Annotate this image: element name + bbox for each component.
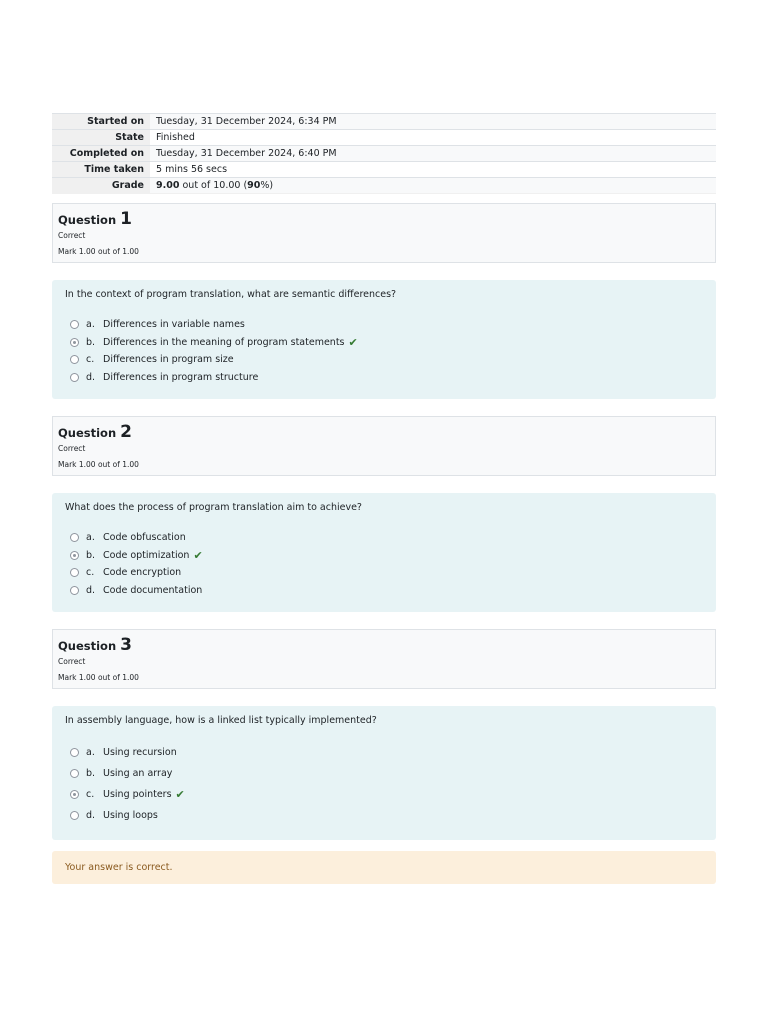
summary-label: Time taken: [52, 162, 150, 178]
check-icon: ✔: [348, 335, 358, 349]
answer-option[interactable]: [65, 316, 703, 334]
answer-letter: b.: [86, 549, 96, 561]
attempt-summary-table: [52, 113, 716, 194]
answer-letter: a.: [86, 747, 95, 758]
answer-text: Differences in variable names: [103, 319, 245, 331]
grade-percent: 90: [247, 180, 261, 191]
radio-button-selected[interactable]: [70, 790, 79, 799]
question-text: In the context of program translation, what are semantic differences?: [65, 289, 397, 300]
radio-button[interactable]: [70, 320, 79, 329]
radio-button[interactable]: [70, 355, 79, 364]
radio-button[interactable]: [70, 748, 79, 757]
answer-option[interactable]: [65, 369, 703, 387]
feedback-box: [52, 851, 716, 884]
answer-text: Code documentation: [103, 584, 203, 596]
radio-button-selected[interactable]: [70, 551, 79, 560]
question-content-2: [52, 493, 716, 612]
radio-button[interactable]: [70, 769, 79, 778]
answer-text: Code obfuscation: [103, 532, 186, 544]
answer-text: Using pointers: [103, 789, 172, 800]
answer-text: Differences in program structure: [103, 371, 259, 383]
feedback-text: Your answer is correct.: [65, 862, 173, 873]
summary-row-grade: [52, 178, 716, 194]
question-state: Correct: [58, 657, 86, 666]
summary-row-started: [52, 114, 716, 130]
answer-option[interactable]: [65, 351, 703, 369]
answer-text: Using loops: [103, 810, 158, 821]
question-text: In assembly language, how is a linked list typically implemented?: [65, 715, 377, 726]
answer-option[interactable]: [65, 547, 703, 565]
question-number: Question 3: [58, 635, 132, 655]
answer-text: Code optimization: [103, 549, 190, 561]
question-mark: Mark 1.00 out of 1.00: [58, 460, 139, 469]
answer-letter: c.: [86, 354, 95, 366]
answer-option[interactable]: [65, 742, 703, 763]
grade-score: 9.00: [156, 180, 180, 191]
question-number: Question 1: [58, 209, 132, 229]
answer-option[interactable]: [65, 334, 703, 352]
summary-value: 5 mins 56 secs: [150, 162, 716, 178]
answer-option[interactable]: [65, 564, 703, 582]
answer-letter: d.: [86, 371, 96, 383]
question-number: Question 2: [58, 422, 132, 442]
question-state: Correct: [58, 444, 86, 453]
question-info-2: [52, 416, 716, 476]
summary-label: State: [52, 130, 150, 146]
question-text: What does the process of program translation aim to achieve?: [65, 502, 362, 513]
question-content-3: [52, 706, 716, 840]
grade-text-end: %): [260, 180, 274, 191]
answer-letter: b.: [86, 336, 96, 348]
summary-value: Tuesday, 31 December 2024, 6:40 PM: [150, 146, 716, 162]
grade-text: out of 10.00 (: [182, 180, 248, 191]
answer-option[interactable]: [65, 784, 703, 805]
question-mark: Mark 1.00 out of 1.00: [58, 673, 139, 682]
answer-text: Using recursion: [103, 747, 177, 758]
answer-letter: b.: [86, 768, 96, 779]
answer-text: Differences in program size: [103, 354, 234, 366]
answer-option[interactable]: [65, 763, 703, 784]
question-info-1: [52, 203, 716, 263]
summary-label: Grade: [52, 178, 150, 194]
summary-label: Completed on: [52, 146, 150, 162]
radio-button[interactable]: [70, 373, 79, 382]
answer-letter: a.: [86, 532, 95, 544]
answer-letter: d.: [86, 810, 96, 821]
summary-value: [150, 178, 716, 194]
summary-label: Started on: [52, 114, 150, 130]
answer-text: Using an array: [103, 768, 173, 779]
question-content-1: [52, 280, 716, 399]
summary-row-time: [52, 162, 716, 178]
radio-button[interactable]: [70, 586, 79, 595]
answer-option[interactable]: [65, 805, 703, 826]
answer-option[interactable]: [65, 582, 703, 600]
question-mark: Mark 1.00 out of 1.00: [58, 247, 139, 256]
summary-value: Finished: [150, 130, 716, 146]
question-info-3: [52, 629, 716, 689]
radio-button[interactable]: [70, 811, 79, 820]
summary-row-state: [52, 130, 716, 146]
answer-text: Code encryption: [103, 567, 182, 579]
answer-letter: a.: [86, 319, 95, 331]
answer-option[interactable]: [65, 529, 703, 547]
check-icon: ✔: [175, 788, 185, 801]
summary-value: Tuesday, 31 December 2024, 6:34 PM: [150, 114, 716, 130]
radio-button[interactable]: [70, 568, 79, 577]
radio-button[interactable]: [70, 533, 79, 542]
answer-letter: d.: [86, 584, 96, 596]
radio-button-selected[interactable]: [70, 338, 79, 347]
check-icon: ✔: [193, 548, 203, 562]
summary-row-completed: [52, 146, 716, 162]
answer-text: Differences in the meaning of program statements: [103, 336, 345, 348]
question-state: Correct: [58, 231, 86, 240]
answer-letter: c.: [86, 567, 95, 579]
answer-letter: c.: [86, 789, 95, 800]
